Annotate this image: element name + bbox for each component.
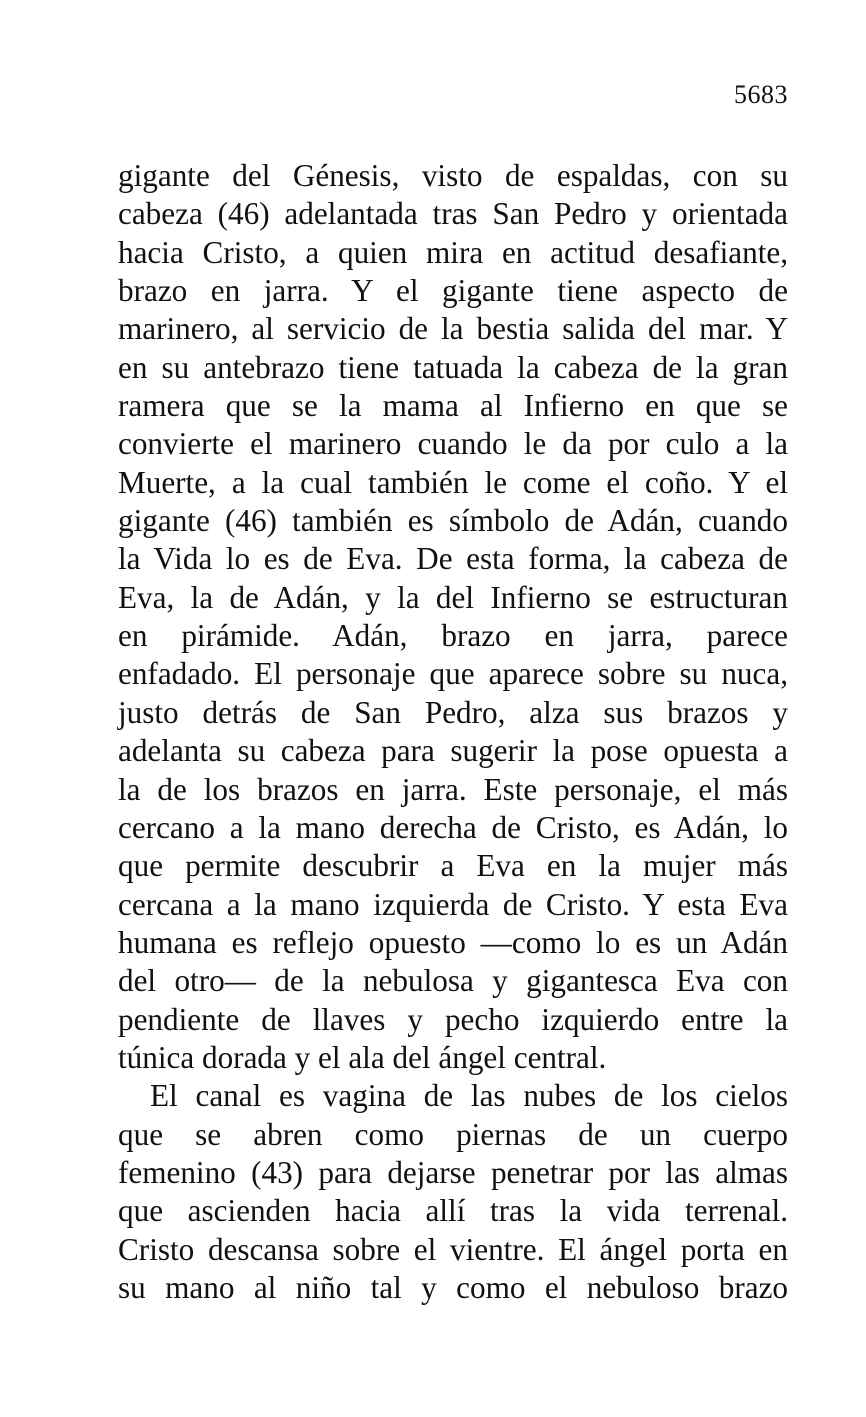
text-line: túnica dorada y el ala del ángel central.	[118, 1039, 607, 1075]
text-line: justo detrás de San Pedro, alza sus brazos y	[118, 694, 788, 730]
text-line: la Vida lo es de Eva. De esta forma, la cabeza de	[118, 541, 788, 577]
text-line: marinero, al servicio de la bestia salida del mar. Y	[118, 311, 788, 347]
text-line: convierte el marinero cuando le da por culo a la	[118, 426, 788, 462]
text-line: pendiente de llaves y pecho izquierdo entre la	[118, 1001, 788, 1037]
text-line: su mano al niño tal y como el nebuloso brazo	[118, 1269, 788, 1305]
text-line: ramera que se la mama al Infierno en que se	[118, 388, 788, 424]
text-line: que ascienden hacia allí tras la vida terrenal.	[118, 1193, 788, 1229]
text-line: que se abren como piernas de un cuerpo	[118, 1116, 788, 1152]
text-line: que permite descubrir a Eva en la mujer más	[118, 848, 788, 884]
text-line: gigante (46) también es símbolo de Adán, cuando	[118, 503, 788, 539]
text-line: humana es reflejo opuesto —como lo es un Adán	[118, 924, 788, 960]
text-line: femenino (43) para dejarse penetrar por las almas	[118, 1154, 788, 1190]
text-line: Cristo descansa sobre el vientre. El ángel porta en	[118, 1231, 788, 1267]
text-line: gigante del Génesis, visto de espaldas, con su	[118, 158, 788, 193]
page-number: 5683	[734, 80, 788, 109]
text-line: adelanta su cabeza para sugerir la pose opuesta a	[118, 733, 788, 769]
text-line: El canal es vagina de las nubes de los cielos	[150, 1078, 788, 1114]
text-line: en pirámide. Adán, brazo en jarra, parece	[118, 618, 788, 654]
text-line: cabeza (46) adelantada tras San Pedro y orientada	[118, 196, 788, 232]
text-line: cercana a la mano izquierda de Cristo. Y esta Eva	[118, 886, 788, 922]
text-line: en su antebrazo tiene tatuada la cabeza de la gran	[118, 349, 788, 385]
text-line: cercano a la mano derecha de Cristo, es Adán, lo	[118, 809, 788, 845]
text-line: la de los brazos en jarra. Este personaje, el más	[118, 771, 788, 807]
text-line: Eva, la de Adán, y la del Infierno se estructuran	[118, 579, 788, 615]
text-line: enfadado. El personaje que aparece sobre su nuca,	[118, 656, 788, 692]
body-text	[118, 157, 788, 1307]
text-line: del otro— de la nebulosa y gigantesca Eva con	[118, 963, 788, 999]
text-line: Muerte, a la cual también le come el coño. Y el	[118, 464, 788, 500]
text-line: hacia Cristo, a quien mira en actitud desafiante,	[118, 234, 788, 270]
text-line: brazo en jarra. Y el gigante tiene aspecto de	[118, 273, 788, 309]
